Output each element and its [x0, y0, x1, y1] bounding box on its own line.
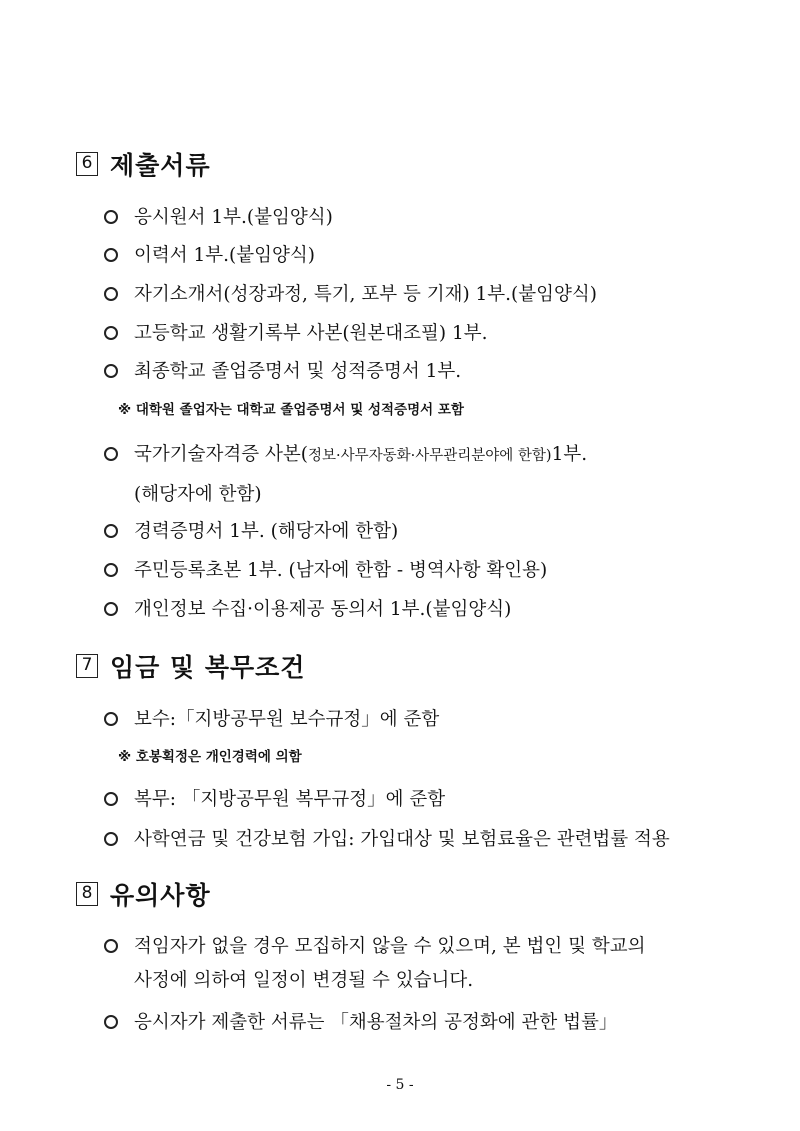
circle-bullet-icon	[104, 792, 118, 806]
circle-bullet-icon	[104, 524, 118, 538]
section-title: 유의사항	[110, 881, 211, 910]
list-item-small-text: 정보·사무자동화·사무관리분야에 한함)	[307, 448, 552, 464]
list-item	[104, 241, 760, 267]
list-item	[104, 556, 760, 582]
list-item-continuation: 사정에 의하여 일정이 변경될 수 있습니다.	[134, 970, 474, 991]
list-item-tail-text: 1부.	[551, 444, 588, 465]
circle-bullet-icon	[104, 602, 118, 616]
list-item-text: 국가기술자격증 사본(	[134, 444, 308, 465]
list-item	[104, 280, 760, 306]
list-item	[104, 203, 760, 229]
note-text: ※ 호봉획정은 개인경력에 의함	[118, 749, 302, 765]
section-title: 제출서류	[110, 151, 211, 180]
list-item-text: 응시원서 1부.(붙임양식)	[134, 207, 333, 228]
section-number-box: 6	[76, 152, 98, 176]
note-text: ※ 대학원 졸업자는 대학교 졸업증명서 및 성적증명서 포함	[118, 402, 464, 418]
section-8-heading	[76, 876, 211, 912]
list-item-text: 경력증명서 1부. (해당자에 한함)	[134, 521, 399, 542]
list-item	[104, 440, 760, 466]
circle-bullet-icon	[104, 210, 118, 224]
list-item	[104, 357, 760, 383]
list-item-text: 이력서 1부.(붙임양식)	[134, 245, 315, 266]
list-item-text: 개인정보 수집·이용제공 동의서 1부.(붙임양식)	[134, 599, 512, 620]
circle-bullet-icon	[104, 712, 118, 726]
circle-bullet-icon	[104, 1015, 118, 1029]
list-item-text: 복무: 「지방공무원 복무규정」에 준함	[134, 789, 446, 810]
list-item	[104, 705, 760, 731]
list-item-text: 응시자가 제출한 서류는 「채용절차의 공정화에 관한 법률」	[134, 1012, 618, 1033]
list-item-text: 주민등록초본 1부. (남자에 한함 - 병역사항 확인용)	[134, 560, 548, 581]
list-item	[104, 517, 760, 543]
list-item-text: 자기소개서(성장과정, 특기, 포부 등 기재) 1부.(붙임양식)	[134, 284, 597, 305]
list-item	[104, 1008, 760, 1034]
list-item-text: 적임자가 없을 경우 모집하지 않을 수 있으며, 본 법인 및 학교의	[134, 936, 646, 957]
circle-bullet-icon	[104, 447, 118, 461]
circle-bullet-icon	[104, 326, 118, 340]
section-7-heading	[76, 648, 305, 684]
section-number-box: 8	[76, 882, 98, 906]
list-item-continuation: (해당자에 한함)	[134, 484, 262, 505]
circle-bullet-icon	[104, 287, 118, 301]
section-6-heading	[76, 146, 211, 182]
circle-bullet-icon	[104, 939, 118, 953]
list-item	[104, 785, 760, 811]
list-item-text: 최종학교 졸업증명서 및 성적증명서 1부.	[134, 361, 462, 382]
list-item-text: 사학연금 및 건강보험 가입: 가입대상 및 보험료율은 관련법률 적용	[134, 829, 670, 850]
circle-bullet-icon	[104, 364, 118, 378]
circle-bullet-icon	[104, 248, 118, 262]
section-title: 임금 및 복무조건	[110, 653, 306, 682]
circle-bullet-icon	[104, 563, 118, 577]
list-item	[104, 825, 760, 851]
list-item-text: 보수:「지방공무원 보수규정」에 준함	[134, 709, 440, 730]
list-item-text: 고등학교 생활기록부 사본(원본대조필) 1부.	[134, 323, 488, 344]
list-item	[104, 932, 760, 958]
list-item	[104, 319, 760, 345]
list-item	[104, 595, 760, 621]
page-number: - 5 -	[386, 1077, 414, 1093]
circle-bullet-icon	[104, 832, 118, 846]
section-number-box: 7	[76, 654, 98, 678]
